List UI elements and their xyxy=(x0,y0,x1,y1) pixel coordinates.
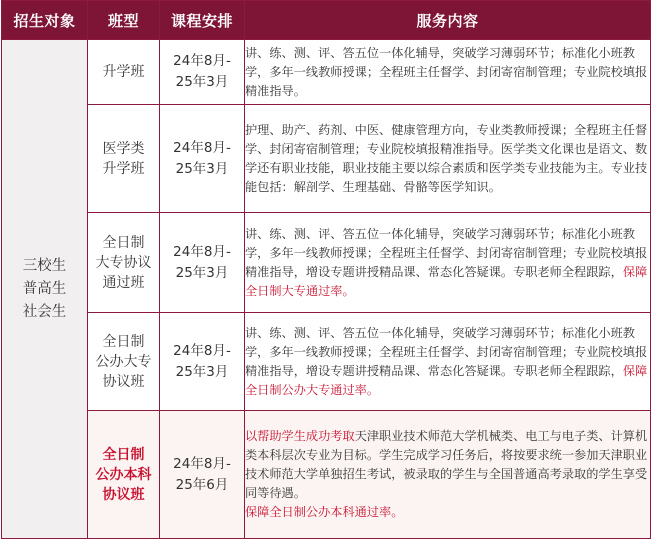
table-row xyxy=(2,411,651,539)
class-name-line: 协议班 xyxy=(102,486,145,503)
class-name-line: 全日制 xyxy=(102,333,145,350)
service-cell xyxy=(245,411,651,539)
schedule-line: 25年3月 xyxy=(175,160,229,177)
table-row xyxy=(2,40,651,105)
schedule-line: 24年8月- xyxy=(173,139,231,156)
class-name-line: 医学类 xyxy=(102,140,145,157)
class-name-line: 公办本科 xyxy=(95,466,152,483)
target-group-line: 社会生 xyxy=(22,303,67,320)
target-group-cell xyxy=(2,40,88,539)
service-emphasis: 保障全日制大专通过率。 xyxy=(245,264,648,298)
schedule-line: 25年3月 xyxy=(175,74,229,90)
service-text: 讲、练、测、评、答五位一体化辅导，突破学习薄弱环节；标准化小班教学，多年一线教师授课；全程班主任督学、封闭寄宿制管理；专业院校填报精准指导。 xyxy=(245,45,648,98)
service-text: 天津职业技术师范大学机械类、电工与电子类、计算机类本科层次专业为目标。学生完成学习任务后，将按要求统一参加天津职业技术师范大学单独招生考试，被录取的学生与全国普通高考录取的学生享受同等待遇。 xyxy=(245,429,648,500)
service-text: 讲、练、测、评、答五位一体化辅导，突破学习薄弱环节；标准化小班教学，多年一线教师授课；全程班主任督学、封闭寄宿制管理；专业院校填报精准指导，增设专题讲授精品课、常态化答疑课。专职老师全程跟踪， xyxy=(245,325,648,378)
service-emphasis: 保障全日制公办大专通过率。 xyxy=(245,363,648,397)
schedule-cell xyxy=(160,313,245,411)
schedule-line: 25年3月 xyxy=(175,264,229,281)
class-name-cell xyxy=(88,213,160,313)
course-table xyxy=(1,0,651,539)
class-name-cell-highlight xyxy=(88,411,160,539)
schedule-cell xyxy=(160,411,245,539)
service-emphasis-lead: 以帮助学生成功考取 xyxy=(245,429,355,443)
table-row xyxy=(2,213,651,313)
service-cell xyxy=(245,213,651,313)
target-group-line: 三校生 xyxy=(22,257,67,274)
class-name-line: 全日制 xyxy=(102,234,145,251)
header-row xyxy=(2,1,651,40)
header-schedule: 课程安排 xyxy=(160,1,245,40)
class-name-cell xyxy=(88,313,160,411)
service-cell xyxy=(245,313,651,411)
class-name-line: 协议班 xyxy=(102,373,145,390)
schedule-cell xyxy=(160,213,245,313)
schedule-cell xyxy=(160,40,245,105)
service-text: 讲、练、测、评、答五位一体化辅导，突破学习薄弱环节；标准化小班教学，多年一线教师授课；全程班主任督学、封闭寄宿制管理；专业院校填报精准指导，增设专题讲授精品课、常态化答疑课。专职老师全程跟踪， xyxy=(245,226,648,279)
class-name-cell xyxy=(88,40,160,105)
header-service: 服务内容 xyxy=(245,1,651,40)
header-class-type: 班型 xyxy=(88,1,160,40)
class-name-line: 公办大专 xyxy=(95,353,152,370)
service-cell xyxy=(245,105,651,213)
schedule-cell xyxy=(160,105,245,213)
class-name-line: 大专协议 xyxy=(95,254,152,271)
schedule-line: 24年8月- xyxy=(173,53,231,69)
class-name-line: 升学班 xyxy=(102,64,145,80)
class-name-line: 通过班 xyxy=(102,274,145,291)
class-name-line: 升学班 xyxy=(102,160,145,177)
class-name-line: 全日制 xyxy=(102,446,145,463)
header-target: 招生对象 xyxy=(2,1,88,40)
table-row xyxy=(2,105,651,213)
schedule-line: 25年6月 xyxy=(175,476,229,493)
schedule-line: 25年3月 xyxy=(175,363,229,380)
service-cell xyxy=(245,40,651,105)
target-group-line: 普高生 xyxy=(22,280,67,297)
schedule-line: 24年8月- xyxy=(173,455,231,472)
class-name-cell xyxy=(88,105,160,213)
service-emphasis: 保障全日制公办本科通过率。 xyxy=(245,505,404,519)
table-row xyxy=(2,313,651,411)
service-text: 护理、助产、药剂、中医、健康管理方向，专业类教师授课；全程班主任督学、封闭寄宿制管理；专业院校填报精准指导。医学类文化课也是语文、数学还有职业技能，职业技能主要以综合素质和医学类专业技能为主。专业技能包括：解剖学、生理基础、骨骼等医学知识。 xyxy=(245,122,648,194)
schedule-line: 24年8月- xyxy=(173,243,231,260)
schedule-line: 24年8月- xyxy=(173,342,231,359)
